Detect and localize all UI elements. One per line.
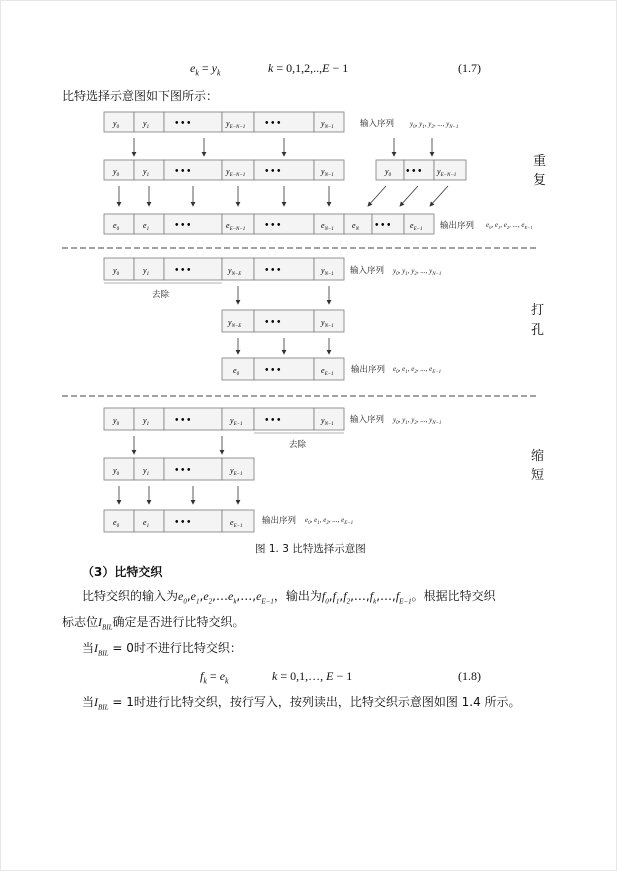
repeat-input-row <box>104 112 344 132</box>
shorten-remove-label: 去除 <box>289 440 307 450</box>
shorten-input-seq: $y_0$, $y_1$, $y_2$, ..., $y_{N-1}$ <box>393 416 442 426</box>
svg-text:e0: $e_0$ <box>113 518 120 529</box>
svg-text:• • •: • • • <box>375 220 391 231</box>
puncture-output-label: 输出序列 <box>351 365 386 375</box>
svg-text:• • •: • • • <box>265 415 281 426</box>
shorten-side-label-2: 短 <box>531 468 545 483</box>
svg-text:yN−1: $y_{N-1}$ <box>321 318 334 329</box>
svg-text:yN−1: $y_{N-1}$ <box>321 167 334 178</box>
svg-text:y0: $y_0$ <box>113 466 120 477</box>
svg-text:eE−1: $e_{E-1}$ <box>230 518 243 529</box>
figure-caption: 图 1. 3 比特选择示意图 <box>255 543 366 555</box>
svg-text:yE−N−1: $y_{E-N-1}$ <box>226 119 246 130</box>
svg-text:eE−1: $e_{E-1}$ <box>410 221 423 232</box>
svg-text:y0: $y_0$ <box>113 119 120 130</box>
repeat-output-row <box>104 214 434 234</box>
repeat-input-label: 输入序列 <box>360 119 395 129</box>
svg-text:y0: $y_0$ <box>113 416 120 427</box>
shorten-section <box>104 408 441 532</box>
svg-text:y0: $y_0$ <box>113 167 120 178</box>
paragraph-2: 当$I_{BIL} = 0$时不进行比特交织： <box>82 641 242 658</box>
repeat-middle-row <box>104 160 466 180</box>
puncture-remove-label: 去除 <box>152 290 170 300</box>
svg-text:• • •: • • • <box>175 166 191 177</box>
svg-text:• • •: • • • <box>265 265 281 276</box>
svg-text:yN−1: $y_{N-1}$ <box>321 416 334 427</box>
svg-text:• • •: • • • <box>175 118 191 129</box>
repeat-output-label: 输出序列 <box>440 221 475 231</box>
svg-text:e0: $e_0$ <box>113 221 120 232</box>
svg-text:• • •: • • • <box>265 118 281 129</box>
svg-text:y1: $y_1$ <box>143 119 150 130</box>
svg-text:yN−E: $y_{N-E}$ <box>228 318 242 329</box>
repeat-side-label-1: 重 <box>533 154 547 169</box>
puncture-side-label-2: 孔 <box>531 323 545 338</box>
svg-text:yE−1: $y_{E-1}$ <box>230 416 243 427</box>
svg-text:y1: $y_1$ <box>143 466 150 477</box>
svg-text:• • •: • • • <box>265 365 281 376</box>
svg-text:• • •: • • • <box>175 465 191 476</box>
puncture-input-seq: $y_0$, $y_1$, $y_2$, ..., $y_{N-1}$ <box>393 267 442 277</box>
repeat-side-label-2: 复 <box>533 173 547 188</box>
shorten-input-label: 输入序列 <box>350 415 385 425</box>
svg-text:eE−1: $e_{E-1}$ <box>321 366 334 377</box>
puncture-input-label: 输入序列 <box>350 266 385 276</box>
svg-text:yN−1: $y_{N-1}$ <box>321 119 334 130</box>
equation-1-8: $f_k = e_k$ <box>200 669 229 686</box>
shorten-output-label: 输出序列 <box>262 516 297 526</box>
svg-text:e1: $e_1$ <box>143 221 150 232</box>
paragraph-3: 当$I_{BIL} = 1$时进行比特交织，按行写入，按列读出，比特交织示意图如图 1.4 所示。 <box>82 695 521 712</box>
svg-text:• • •: • • • <box>175 415 191 426</box>
equation-1-7-number: (1.7) <box>458 61 481 75</box>
shorten-output-seq: $e_0$, $e_1$, $e_2$, ..., $e_{E-1}$ <box>305 516 354 526</box>
paragraph-1-line-1: 比特交织的输入为$e_0,e_1,e_2,\dots e_k,\dots,e_{E-1}$，输出为$f_0,f_1,f_2,\dots,f_k,\dots,f_{E-1}$。根据比特交织 <box>82 589 496 606</box>
svg-text:eN: $e_N$ <box>352 221 359 232</box>
equation-1-7: $e_k = y_k$ <box>190 61 221 78</box>
equation-1-8-condition: k = 0,1,…, E − 1 <box>272 669 353 683</box>
puncture-output-seq: $e_0$, $e_1$, $e_2$, ..., $e_{E-1}$ <box>393 365 442 375</box>
repeat-input-seq: $y_0$, $y_1$, $y_2$, ..., $y_{N-1}$ <box>410 120 459 130</box>
svg-text:y0: $y_0$ <box>113 266 120 277</box>
bit-selection-diagram <box>0 100 617 540</box>
svg-text:y0: $y_0$ <box>385 167 392 178</box>
repeat-section <box>104 112 532 234</box>
svg-text:y1: $y_1$ <box>143 416 150 427</box>
svg-text:yE−N−1: $y_{E-N-1}$ <box>437 167 457 178</box>
svg-text:e1: $e_1$ <box>143 518 150 529</box>
section-heading: （3）比特交织 <box>82 565 163 579</box>
paragraph-1-line-2: 标志位$I_{BIL}$确定是否进行比特交织。 <box>62 615 245 632</box>
puncture-section <box>104 258 441 380</box>
svg-text:eE−N−1: $e_{E-N-1}$ <box>226 221 246 232</box>
svg-text:eN−1: $e_{N-1}$ <box>321 221 334 232</box>
repeat-output-seq: $e_0$, $e_1$, $e_2$, ..., $e_{E-1}$ <box>486 221 533 230</box>
svg-text:yN−1: $y_{N-1}$ <box>321 266 334 277</box>
svg-text:• • •: • • • <box>265 220 281 231</box>
svg-text:yE−N−1: $y_{E-N-1}$ <box>226 167 246 178</box>
svg-text:yE−1: $y_{E-1}$ <box>230 466 243 477</box>
svg-text:y1: $y_1$ <box>143 167 150 178</box>
svg-text:• • •: • • • <box>265 166 281 177</box>
svg-text:e0: $e_0$ <box>233 366 240 377</box>
intro-text: 比特选择示意图如下图所示： <box>62 89 219 103</box>
shorten-side-label-1: 缩 <box>531 449 545 464</box>
equation-1-8-number: (1.8) <box>458 669 481 683</box>
svg-text:• • •: • • • <box>175 220 191 231</box>
svg-text:y1: $y_1$ <box>143 266 150 277</box>
equation-1-7-condition: k = 0,1,2,..,E − 1 <box>268 61 349 75</box>
svg-text:• • •: • • • <box>265 317 281 328</box>
svg-text:• • •: • • • <box>175 265 191 276</box>
svg-text:• • •: • • • <box>175 517 191 528</box>
svg-text:yN−E: $y_{N-E}$ <box>228 266 242 277</box>
puncture-side-label-1: 打 <box>531 303 545 318</box>
svg-text:• • •: • • • <box>406 166 422 177</box>
